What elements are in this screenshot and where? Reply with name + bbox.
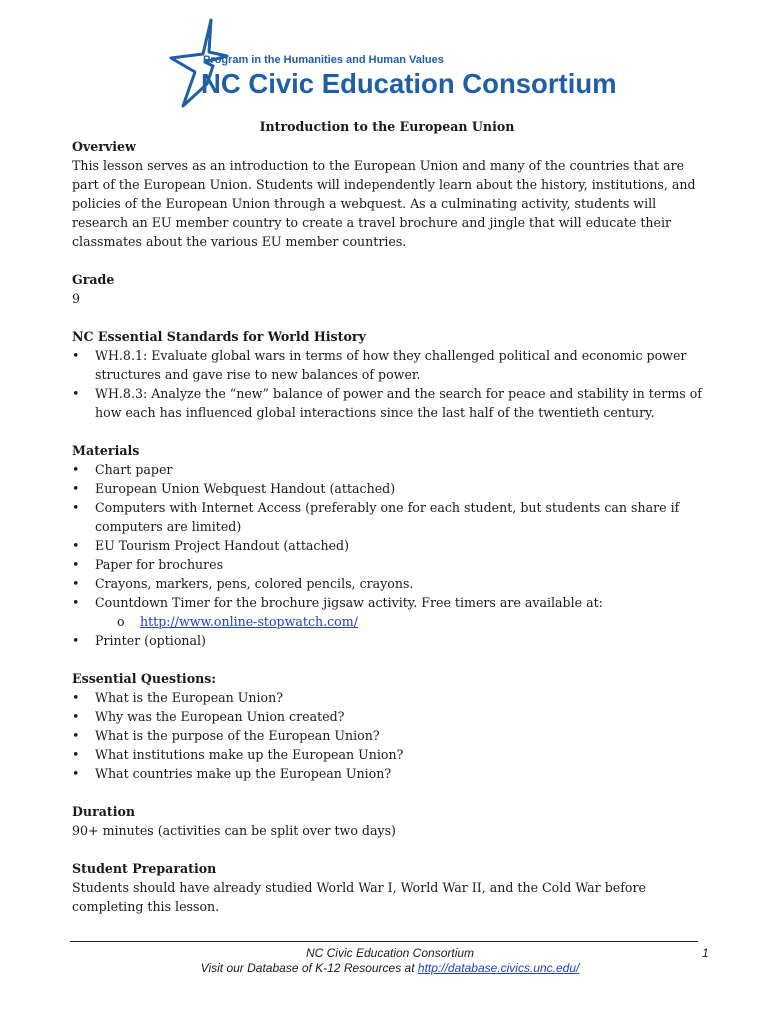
footer — [70, 946, 710, 976]
list-item — [117, 612, 702, 631]
page-number: 1 — [702, 946, 709, 960]
materials-sublist — [72, 612, 702, 631]
list-item: • What institutions make up the European Union? — [72, 745, 702, 764]
logo — [165, 18, 617, 110]
list-item: • Paper for brochures — [72, 555, 702, 574]
list-item: • Countdown Timer for the brochure jigsaw activity. Free timers are available at: — [72, 593, 702, 612]
document-title: Introduction to the European Union — [259, 119, 515, 134]
grade-value: 9 — [72, 291, 81, 306]
duration-heading: Duration — [72, 804, 136, 819]
list-item: • Chart paper — [72, 460, 702, 479]
materials-heading: Materials — [72, 443, 140, 458]
duration-text: 90+ minutes (activities can be split over two days) — [72, 823, 396, 838]
lesson-content — [72, 117, 702, 916]
list-item: • Crayons, markers, pens, colored pencils, crayons. — [72, 574, 702, 593]
logo-subtitle: Program in the Humanities and Human Values — [203, 54, 444, 66]
list-item: • WH.8.1: Evaluate global wars in terms of how they challenged political and economic power structures and gave rise to new balances of power. — [72, 346, 702, 384]
standards-heading: NC Essential Standards for World History — [72, 329, 366, 344]
stopwatch-link[interactable]: http://www.online-stopwatch.com/ — [140, 614, 358, 629]
list-item: • Computers with Internet Access (preferably one for each student, but students can share if computers are limited) — [72, 498, 702, 536]
overview-heading: Overview — [72, 139, 136, 154]
essential-questions-list — [72, 688, 702, 783]
list-item: • WH.8.3: Analyze the “new” balance of power and the search for peace and stability in terms of how each has influenced global interactions since the last half of the twentieth century. — [72, 384, 702, 422]
list-item: • What is the European Union? — [72, 688, 702, 707]
grade-heading: Grade — [72, 272, 115, 287]
footer-visit-line — [70, 961, 710, 976]
materials-list — [72, 460, 702, 612]
list-item: • EU Tourism Project Handout (attached) — [72, 536, 702, 555]
preparation-text: Students should have already studied World War I, World War II, and the Cold War before completing this lesson. — [72, 880, 646, 914]
list-item: • What countries make up the European Union? — [72, 764, 702, 783]
list-item: • Why was the European Union created? — [72, 707, 702, 726]
footer-visit-text: Visit our Database of K-12 Resources at — [200, 961, 418, 975]
list-item: • What is the purpose of the European Union? — [72, 726, 702, 745]
standards-list — [72, 346, 702, 422]
footer-org-name: NC Civic Education Consortium — [305, 946, 475, 960]
list-item: • Printer (optional) — [72, 631, 702, 650]
preparation-heading: Student Preparation — [72, 861, 217, 876]
list-item: • European Union Webquest Handout (attached) — [72, 479, 702, 498]
essential-questions-heading: Essential Questions: — [72, 671, 217, 686]
logo-title: NC Civic Education Consortium — [201, 68, 617, 99]
footer-divider — [70, 941, 698, 942]
overview-text: This lesson serves as an introduction to the European Union and many of the countries that are part of the European Union. Students will independently learn about the history, institutions, and policies of the European Union through a webquest. As a culminating activity, students will research an EU member country to create a travel brochure and jingle that will educate their classmates about the various EU member countries. — [72, 158, 696, 249]
database-link[interactable]: http://database.civics.unc.edu/ — [417, 961, 580, 975]
